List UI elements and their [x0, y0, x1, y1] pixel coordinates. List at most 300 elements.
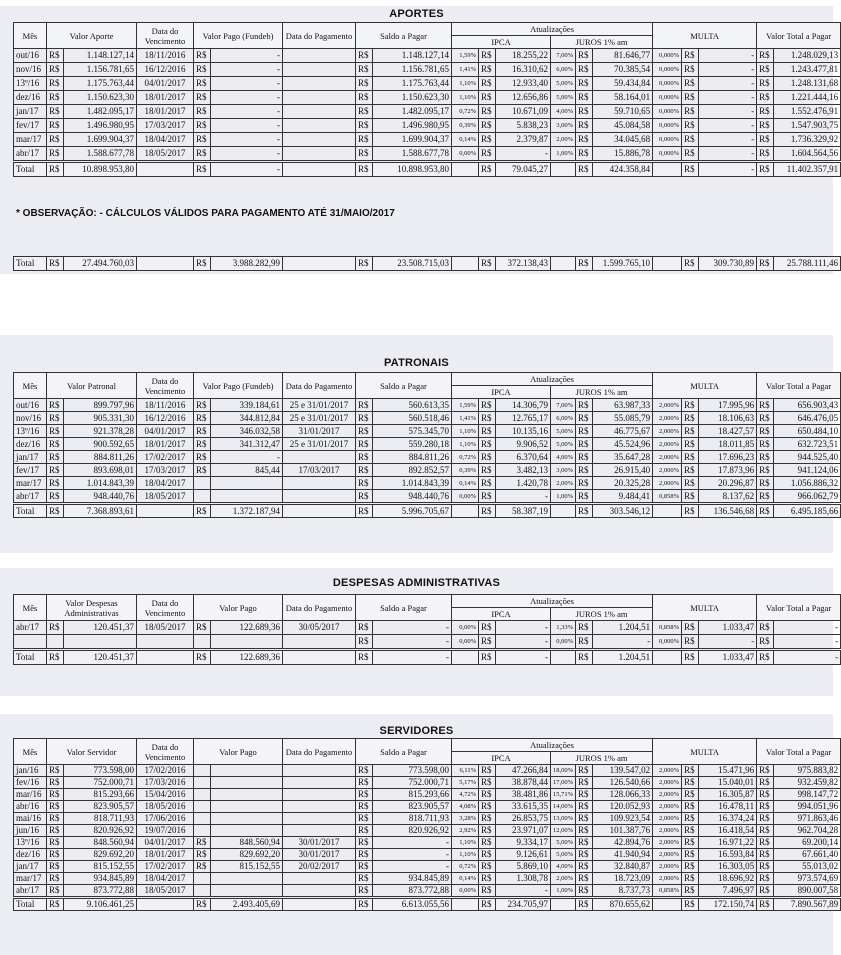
cell-total-valor: 966.062,79: [774, 490, 841, 503]
total-label: Total: [14, 651, 47, 665]
cell-multa-valor: 15.040,01: [699, 777, 757, 789]
cell-pago-cur: R$: [194, 147, 211, 161]
cell-ipca-valor: 1.308,78: [496, 873, 551, 885]
cell-ipca-pct: 1,10%: [452, 837, 479, 849]
cell-juros-cur: R$: [576, 635, 593, 649]
cell-saldo-cur: R$: [356, 133, 373, 147]
cell-multa-cur: R$: [682, 451, 699, 464]
cell-multa-valor: 16.305,87: [699, 789, 757, 801]
total-saldo-cur: R$: [356, 163, 373, 177]
cell-mes: dez/16: [14, 91, 47, 105]
cell-multa-pct: 2,000%: [653, 873, 682, 885]
col-header-multa: MULTA: [653, 23, 757, 49]
cell-data-pagamento: [283, 765, 356, 777]
total-juros-cur: R$: [576, 651, 593, 665]
cell-ipca-cur: R$: [479, 105, 496, 119]
cell-valor-cur: R$: [47, 861, 64, 873]
cell-pago-cur: R$: [194, 849, 211, 861]
cell-valor: 921.378,28: [64, 425, 137, 438]
cell-saldo-cur: R$: [356, 861, 373, 873]
cell-ipca-cur: R$: [479, 635, 496, 649]
cell-pago-cur: [194, 635, 211, 649]
total-valor: 7.368.893,61: [64, 505, 137, 518]
cell-ipca-pct: 0,00%: [452, 490, 479, 503]
cell-total-valor: 975.883,82: [774, 765, 841, 777]
cell-valor-cur: R$: [47, 425, 64, 438]
cell-ipca-cur: R$: [479, 777, 496, 789]
total-multa: 1.033,47: [699, 651, 757, 665]
total-label: Total: [14, 257, 47, 271]
cell-juros-pct: 18,00%: [551, 765, 576, 777]
total-valor: 10.898.953,80: [64, 163, 137, 177]
cell-valor-cur: R$: [47, 885, 64, 897]
total-juros-cur: R$: [576, 257, 593, 271]
cell-multa-cur: R$: [682, 777, 699, 789]
total-blank: [283, 257, 356, 271]
cell-data-pagamento: [283, 635, 356, 649]
cell-valor-cur: R$: [47, 765, 64, 777]
cell-mes: abr/17: [14, 621, 47, 635]
cell-juros-cur: R$: [576, 765, 593, 777]
cell-juros-pct: 4,00%: [551, 861, 576, 873]
cell-ipca-valor: 38.481,86: [496, 789, 551, 801]
cell-data-pagamento: [283, 490, 356, 503]
cell-saldo-cur: R$: [356, 621, 373, 635]
cell-pago: -: [211, 119, 283, 133]
cell-total-valor: -: [774, 621, 841, 635]
total-pago-cur: R$: [194, 505, 211, 518]
cell-ipca-valor: 12.656,86: [496, 91, 551, 105]
cell-juros-valor: 46.775,67: [593, 425, 653, 438]
cell-data-pagamento: 30/05/2017: [283, 621, 356, 635]
cell-multa-cur: R$: [682, 801, 699, 813]
cell-pago-cur: R$: [194, 77, 211, 91]
cell-saldo: 823.905,57: [373, 801, 452, 813]
cell-ipca-cur: R$: [479, 813, 496, 825]
cell-total-valor: 998.147,72: [774, 789, 841, 801]
cell-mes: jan/16: [14, 765, 47, 777]
cell-total-cur: R$: [757, 399, 774, 412]
cell-ipca-cur: R$: [479, 147, 496, 161]
total-vtotal: 11.402.357,91: [774, 163, 841, 177]
cell-vencimento: 18/05/2016: [137, 801, 194, 813]
col-header-saldo: Saldo a Pagar: [356, 23, 452, 49]
cell-total-cur: R$: [757, 63, 774, 77]
cell-pago-cur: [194, 825, 211, 837]
cell-saldo-cur: R$: [356, 490, 373, 503]
total-ipca: 79.045,27: [496, 163, 551, 177]
total-vtotal: 25.788.111,46: [774, 257, 841, 271]
cell-saldo-cur: R$: [356, 399, 373, 412]
cell-ipca-cur: R$: [479, 119, 496, 133]
cell-multa-cur: R$: [682, 425, 699, 438]
cell-multa-pct: 2,000%: [653, 861, 682, 873]
cell-vencimento: 16/12/2016: [137, 63, 194, 77]
cell-vencimento: 17/06/2016: [137, 813, 194, 825]
cell-saldo-cur: R$: [356, 837, 373, 849]
cell-vencimento: 18/04/2017: [137, 133, 194, 147]
cell-pago: [211, 777, 283, 789]
cell-total-cur: R$: [757, 464, 774, 477]
total-valor-cur: R$: [47, 257, 64, 271]
cell-ipca-valor: 10.135,16: [496, 425, 551, 438]
cell-total-valor: -: [774, 635, 841, 649]
cell-data-pagamento: [283, 477, 356, 490]
cell-juros-pct: 17,00%: [551, 777, 576, 789]
cell-juros-pct: 0,00%: [551, 635, 576, 649]
cell-total-valor: 1.736.329,92: [774, 133, 841, 147]
cell-total-cur: R$: [757, 621, 774, 635]
cell-vencimento: 18/11/2016: [137, 399, 194, 412]
cell-ipca-pct: 0,00%: [452, 621, 479, 635]
cell-multa-cur: R$: [682, 49, 699, 63]
total-ipca: 372.138,43: [496, 257, 551, 271]
total-pago: 1.372.187,94: [211, 505, 283, 518]
table-row: [14, 425, 841, 438]
cell-multa-cur: R$: [682, 119, 699, 133]
total-pago-cur: R$: [194, 163, 211, 177]
cell-total-cur: R$: [757, 825, 774, 837]
total-saldo: 5.996.705,67: [373, 505, 452, 518]
total-vtotal-cur: R$: [757, 257, 774, 271]
cell-juros-valor: 45.084,58: [593, 119, 653, 133]
cell-mes: nov/16: [14, 412, 47, 425]
cell-total-cur: R$: [757, 119, 774, 133]
cell-pago: [211, 813, 283, 825]
cell-multa-valor: 8.137,62: [699, 490, 757, 503]
cell-pago: -: [211, 147, 283, 161]
cell-multa-valor: 16.374,24: [699, 813, 757, 825]
cell-ipca-cur: R$: [479, 412, 496, 425]
cell-total-valor: 941.124,06: [774, 464, 841, 477]
total-blank: [452, 163, 479, 177]
total-juros: 1.204,51: [593, 651, 653, 665]
cell-vencimento: 18/01/2017: [137, 105, 194, 119]
cell-pago: 341.312,47: [211, 438, 283, 451]
cell-pago: 829.692,20: [211, 849, 283, 861]
cell-ipca-valor: 9.334,17: [496, 837, 551, 849]
col-header-ipca: IPCA: [452, 36, 551, 49]
col-header-valor-pago: Valor Pago: [194, 739, 283, 765]
cell-juros-cur: R$: [576, 813, 593, 825]
total-blank: [653, 163, 682, 177]
cell-vencimento: 18/01/2017: [137, 849, 194, 861]
cell-juros-valor: 45.524,96: [593, 438, 653, 451]
cell-total-cur: R$: [757, 837, 774, 849]
cell-mes: mar/17: [14, 873, 47, 885]
cell-vencimento: 17/03/2017: [137, 119, 194, 133]
cell-multa-pct: 2,000%: [653, 849, 682, 861]
cell-juros-cur: R$: [576, 825, 593, 837]
total-pago-cur: R$: [194, 651, 211, 665]
cell-ipca-pct: 6,11%: [452, 765, 479, 777]
col-header-data-pagamento: Data do Pagamento: [283, 739, 356, 765]
cell-valor: 829.692,20: [64, 849, 137, 861]
cell-juros-valor: 35.647,28: [593, 451, 653, 464]
cell-mes: jan/17: [14, 861, 47, 873]
cell-multa-pct: 0,000%: [653, 105, 682, 119]
cell-ipca-valor: 2.379,87: [496, 133, 551, 147]
table-row: [14, 438, 841, 451]
col-header-vencimento: Data do Vencimento: [137, 595, 194, 621]
cell-total-cur: R$: [757, 133, 774, 147]
table-row: [14, 63, 841, 77]
cell-saldo: 1.482.095,17: [373, 105, 452, 119]
cell-multa-cur: R$: [682, 837, 699, 849]
cell-juros-valor: 109.923,54: [593, 813, 653, 825]
cell-valor-cur: R$: [47, 825, 64, 837]
cell-valor: 1.150.623,30: [64, 91, 137, 105]
cell-ipca-pct: 0,14%: [452, 133, 479, 147]
cell-juros-pct: 14,00%: [551, 801, 576, 813]
cell-juros-pct: 5,00%: [551, 425, 576, 438]
cell-saldo-cur: R$: [356, 464, 373, 477]
cell-data-pagamento: [283, 825, 356, 837]
cell-saldo: -: [373, 837, 452, 849]
cell-multa-pct: 2,000%: [653, 825, 682, 837]
total-vtotal: 6.495.185,66: [774, 505, 841, 518]
cell-data-pagamento: [283, 119, 356, 133]
cell-multa-pct: 0,000%: [653, 119, 682, 133]
cell-mes: fev/17: [14, 119, 47, 133]
total-blank: [653, 899, 682, 911]
cell-total-valor: 1.056.886,32: [774, 477, 841, 490]
cell-multa-cur: R$: [682, 885, 699, 897]
cell-total-cur: R$: [757, 412, 774, 425]
cell-multa-pct: 0,000%: [653, 133, 682, 147]
cell-juros-pct: 13,00%: [551, 813, 576, 825]
cell-ipca-cur: R$: [479, 789, 496, 801]
cell-multa-cur: R$: [682, 464, 699, 477]
cell-valor-cur: R$: [47, 399, 64, 412]
total-valor: 120.451,37: [64, 651, 137, 665]
cell-juros-valor: 101.387,76: [593, 825, 653, 837]
cell-ipca-cur: R$: [479, 861, 496, 873]
cell-valor: 1.156.781,65: [64, 63, 137, 77]
cell-juros-cur: R$: [576, 147, 593, 161]
cell-ipca-pct: 4,08%: [452, 801, 479, 813]
cell-data-pagamento: [283, 133, 356, 147]
cell-vencimento: 18/01/2017: [137, 438, 194, 451]
cell-multa-valor: 17.873,96: [699, 464, 757, 477]
cell-pago-cur: [194, 765, 211, 777]
total-vtotal-cur: R$: [757, 899, 774, 911]
cell-juros-cur: R$: [576, 861, 593, 873]
cell-pago: [211, 477, 283, 490]
total-saldo-cur: R$: [356, 899, 373, 911]
aportes-table: [13, 22, 841, 177]
cell-valor-cur: R$: [47, 621, 64, 635]
total-valor-cur: R$: [47, 899, 64, 911]
cell-vencimento: 15/04/2016: [137, 789, 194, 801]
cell-ipca-valor: -: [496, 490, 551, 503]
cell-multa-pct: 2,000%: [653, 412, 682, 425]
cell-juros-valor: 41.940,94: [593, 849, 653, 861]
cell-mes: 13º/16: [14, 425, 47, 438]
col-header-vencimento: Data do Vencimento: [137, 23, 194, 49]
cell-saldo-cur: R$: [356, 438, 373, 451]
cell-saldo-cur: R$: [356, 635, 373, 649]
cell-valor-cur: R$: [47, 849, 64, 861]
col-header-juros: JUROS 1% am: [551, 386, 653, 399]
col-header-juros: JUROS 1% am: [551, 36, 653, 49]
table-row: [14, 825, 841, 837]
cell-vencimento: 04/01/2017: [137, 425, 194, 438]
cell-total-valor: 890.007,58: [774, 885, 841, 897]
cell-multa-valor: 18.106,63: [699, 412, 757, 425]
cell-juros-valor: 9.484,41: [593, 490, 653, 503]
despesas-title: DESPESAS ADMINISTRATIVAS: [332, 577, 501, 589]
col-header-valor: Valor Despesas Administrativas: [47, 595, 137, 621]
cell-juros-valor: 120.052,93: [593, 801, 653, 813]
cell-mes: [14, 635, 47, 649]
cell-ipca-pct: 1,41%: [452, 63, 479, 77]
cell-data-pagamento: 20/02/2017: [283, 861, 356, 873]
col-header-data-pagamento: Data do Pagamento: [283, 23, 356, 49]
cell-ipca-valor: 9.906,52: [496, 438, 551, 451]
cell-ipca-valor: 6.370,64: [496, 451, 551, 464]
cell-ipca-valor: 9.126,61: [496, 849, 551, 861]
cell-multa-pct: 0,000%: [653, 635, 682, 649]
cell-ipca-pct: 0,00%: [452, 147, 479, 161]
cell-total-valor: 932.459,82: [774, 777, 841, 789]
cell-multa-pct: 2,000%: [653, 789, 682, 801]
cell-valor: 1.482.095,17: [64, 105, 137, 119]
cell-pago: 122.689,36: [211, 621, 283, 635]
cell-ipca-cur: R$: [479, 837, 496, 849]
cell-multa-cur: R$: [682, 765, 699, 777]
table-row: [14, 77, 841, 91]
cell-juros-pct: 6,00%: [551, 412, 576, 425]
cell-valor-cur: R$: [47, 49, 64, 63]
cell-ipca-pct: 1,41%: [452, 412, 479, 425]
cell-ipca-pct: 1,59%: [452, 399, 479, 412]
cell-saldo-cur: R$: [356, 77, 373, 91]
cell-ipca-valor: -: [496, 147, 551, 161]
cell-saldo-cur: R$: [356, 412, 373, 425]
cell-data-pagamento: 30/01/2017: [283, 849, 356, 861]
total-blank: [452, 257, 479, 271]
cell-juros-pct: 6,00%: [551, 63, 576, 77]
cell-multa-pct: 2,000%: [653, 801, 682, 813]
cell-ipca-valor: 47.266,84: [496, 765, 551, 777]
table-row: [14, 91, 841, 105]
cell-ipca-pct: 5,17%: [452, 777, 479, 789]
cell-multa-valor: -: [699, 91, 757, 105]
cell-multa-cur: R$: [682, 813, 699, 825]
cell-multa-valor: 16.593,84: [699, 849, 757, 861]
cell-saldo-cur: R$: [356, 105, 373, 119]
cell-juros-valor: 1.204,51: [593, 621, 653, 635]
cell-juros-pct: 5,00%: [551, 438, 576, 451]
cell-saldo: 884.811,26: [373, 451, 452, 464]
table-row: [14, 885, 841, 897]
cell-pago: [211, 490, 283, 503]
cell-pago-cur: R$: [194, 105, 211, 119]
cell-ipca-cur: R$: [479, 49, 496, 63]
cell-total-valor: 1.248.029,13: [774, 49, 841, 63]
cell-mes: abr/17: [14, 490, 47, 503]
total-row: [14, 651, 841, 665]
cell-total-valor: 1.221.444,16: [774, 91, 841, 105]
col-header-valor-pago: Valor Pago: [194, 595, 283, 621]
cell-ipca-valor: 18.255,22: [496, 49, 551, 63]
cell-multa-cur: R$: [682, 412, 699, 425]
total-blank: [283, 163, 356, 177]
cell-juros-pct: 1,00%: [551, 490, 576, 503]
total-blank: [452, 651, 479, 665]
cell-multa-valor: 7.496,97: [699, 885, 757, 897]
cell-pago-cur: [194, 777, 211, 789]
cell-vencimento: 18/11/2016: [137, 49, 194, 63]
col-header-valor: Valor Aporte: [47, 23, 137, 49]
cell-ipca-cur: R$: [479, 849, 496, 861]
servidores-table: [13, 738, 841, 911]
table-row: [14, 105, 841, 119]
cell-ipca-pct: 1,10%: [452, 425, 479, 438]
cell-total-valor: 1.604.564,56: [774, 147, 841, 161]
cell-total-valor: 973.574,69: [774, 873, 841, 885]
cell-vencimento: 18/04/2017: [137, 477, 194, 490]
cell-juros-pct: 4,00%: [551, 451, 576, 464]
cell-multa-cur: R$: [682, 490, 699, 503]
cell-ipca-pct: 1,10%: [452, 438, 479, 451]
cell-ipca-cur: R$: [479, 885, 496, 897]
cell-total-valor: 1.243.477,81: [774, 63, 841, 77]
cell-pago: -: [211, 91, 283, 105]
cell-juros-pct: 2,00%: [551, 133, 576, 147]
cell-data-pagamento: [283, 873, 356, 885]
table-row: [14, 813, 841, 825]
cell-juros-valor: 26.915,40: [593, 464, 653, 477]
cell-juros-cur: R$: [576, 849, 593, 861]
cell-juros-valor: 58.164,01: [593, 91, 653, 105]
cell-juros-cur: R$: [576, 105, 593, 119]
cell-mes: mar/16: [14, 789, 47, 801]
cell-juros-valor: 59.434,84: [593, 77, 653, 91]
cell-ipca-pct: 0,00%: [452, 635, 479, 649]
col-header-atualizacoes: Atualizações: [452, 23, 653, 36]
cell-saldo-cur: R$: [356, 425, 373, 438]
cell-multa-valor: 17.696,23: [699, 451, 757, 464]
cell-valor: 884.811,26: [64, 451, 137, 464]
cell-ipca-cur: R$: [479, 477, 496, 490]
total-juros-cur: R$: [576, 899, 593, 911]
col-header-ipca: IPCA: [452, 752, 551, 765]
col-header-data-pagamento: Data do Pagamento: [283, 595, 356, 621]
cell-juros-cur: R$: [576, 412, 593, 425]
cell-multa-pct: 2,000%: [653, 765, 682, 777]
col-header-mes: Mês: [14, 23, 47, 49]
col-header-valor-total: Valor Total a Pagar: [757, 23, 841, 49]
total-blank: [551, 257, 576, 271]
table-row: [14, 861, 841, 873]
cell-juros-pct: 7,00%: [551, 399, 576, 412]
col-header-valor-pago: Valor Pago (Fundeb): [194, 373, 283, 399]
cell-multa-cur: R$: [682, 91, 699, 105]
cell-valor: 905.331,30: [64, 412, 137, 425]
total-pago-cur: R$: [194, 899, 211, 911]
cell-multa-valor: 16.303,05: [699, 861, 757, 873]
cell-valor: 815.152,55: [64, 861, 137, 873]
cell-valor: 948.440,76: [64, 490, 137, 503]
total-blank: [137, 899, 194, 911]
cell-valor: 818.711,93: [64, 813, 137, 825]
cell-mes: abr/17: [14, 885, 47, 897]
cell-juros-cur: R$: [576, 451, 593, 464]
cell-valor-cur: R$: [47, 873, 64, 885]
cell-juros-cur: R$: [576, 119, 593, 133]
